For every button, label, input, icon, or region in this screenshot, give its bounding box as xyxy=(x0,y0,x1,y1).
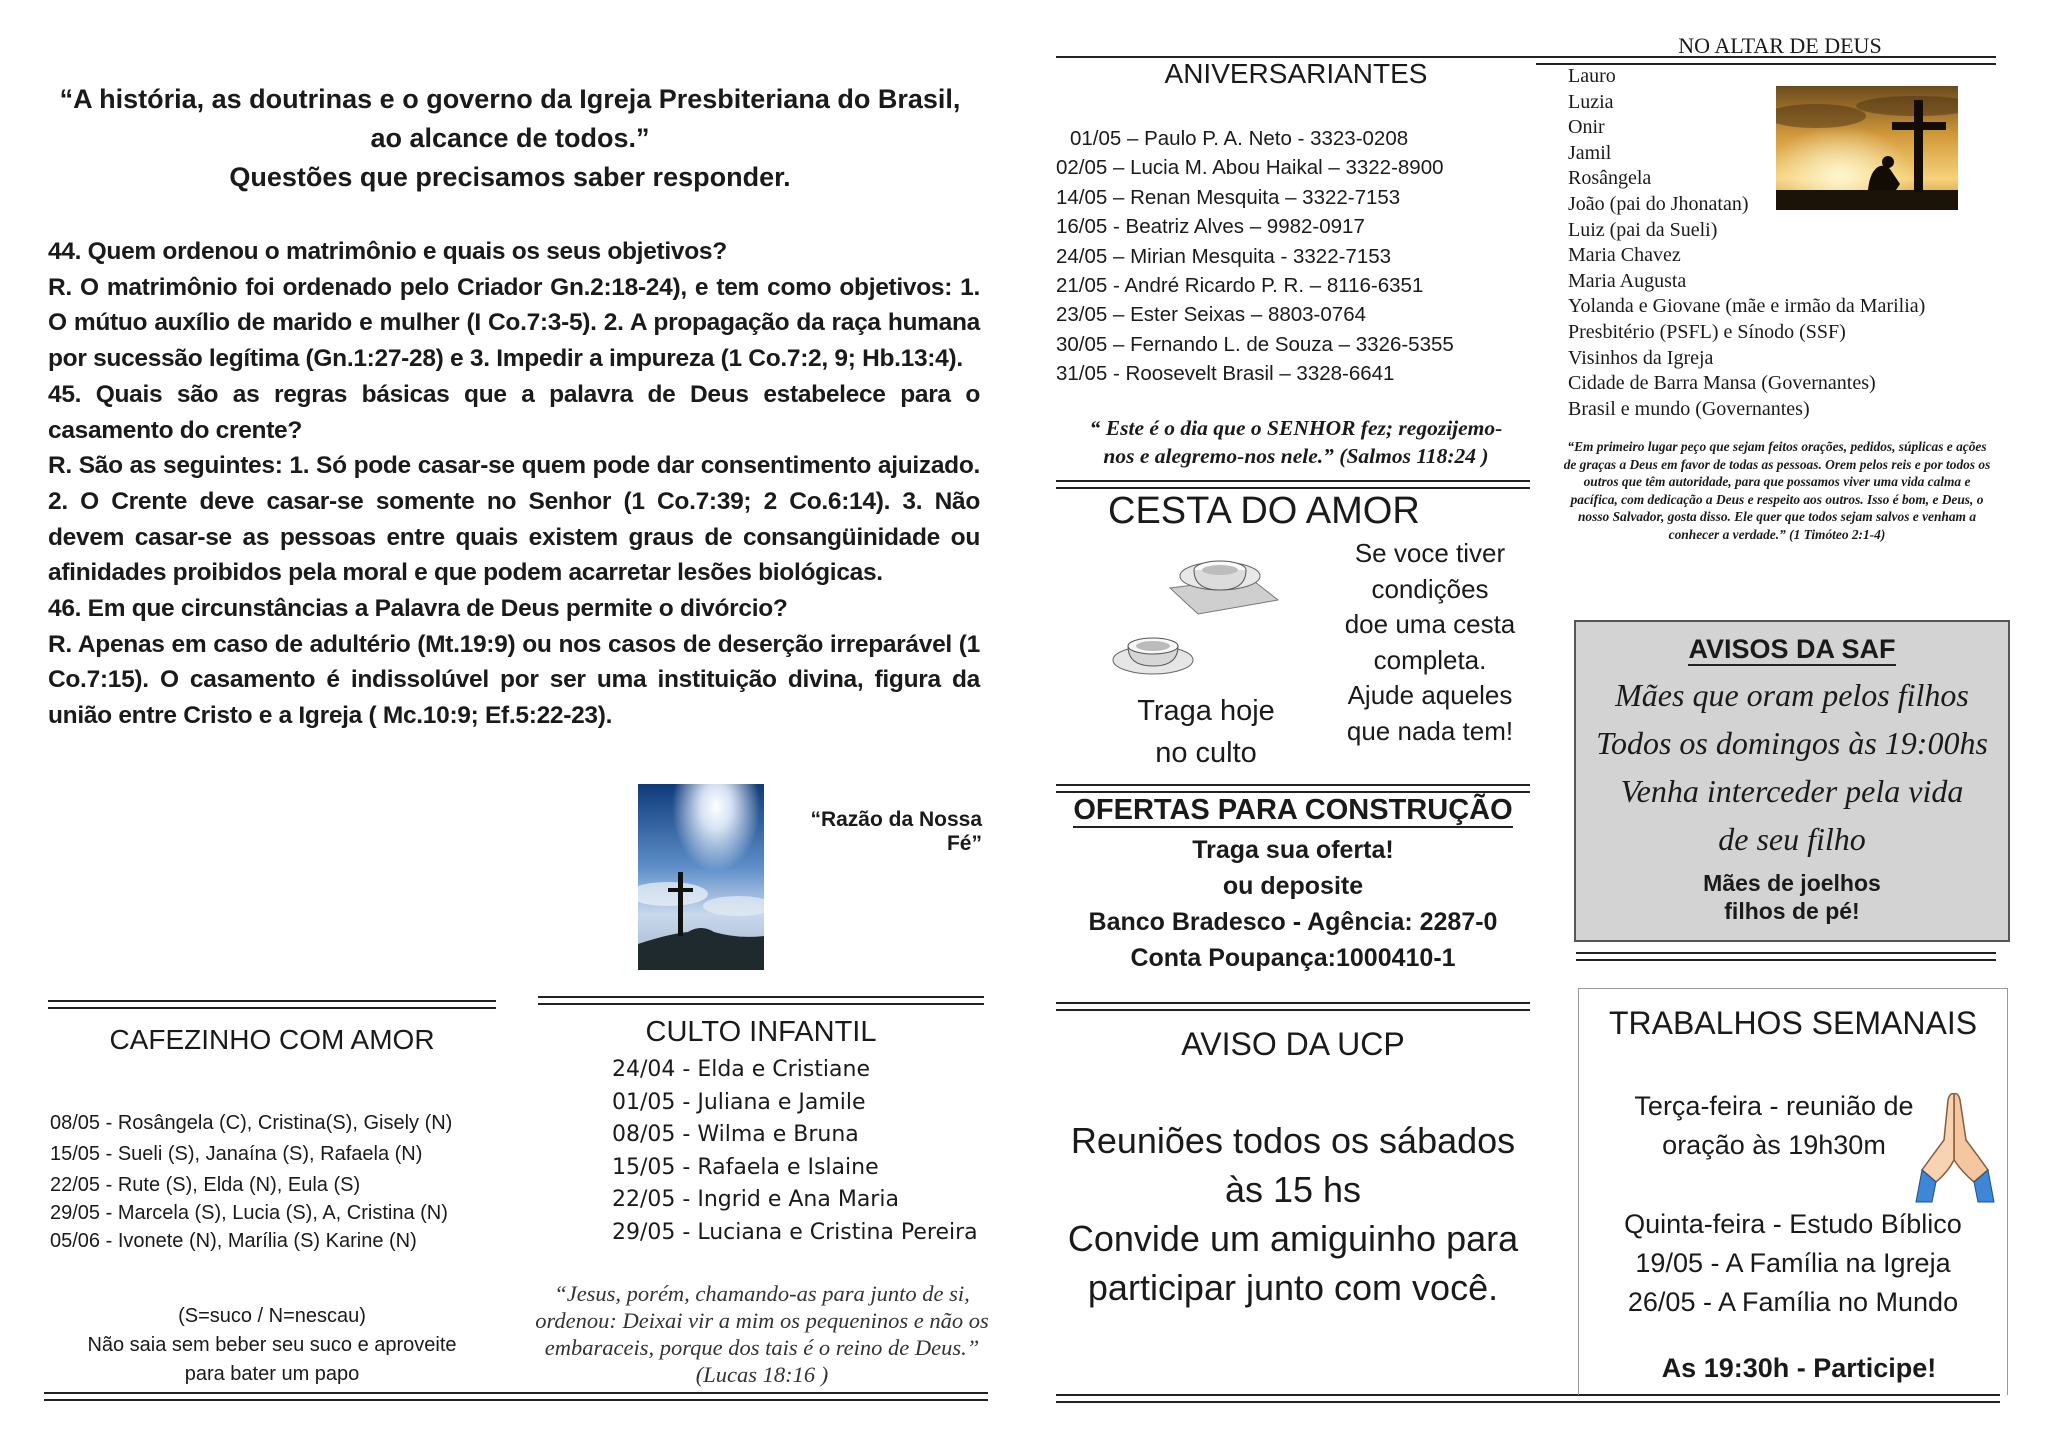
cafezinho-title: CAFEZINHO COM AMOR xyxy=(109,1024,435,1055)
list-item: Presbitério (PSFL) e Sínodo (SSF) xyxy=(1568,320,1846,343)
question-45: 45. Quais são as regras básicas que a palavra de Deus estabelece para o casamento do crente? xyxy=(48,380,980,444)
list-item: Brasil e mundo (Governantes) xyxy=(1568,397,1810,420)
culto-infantil-verse: “Jesus, porém, chamando-as para junto de si, ordenou: Deixai vir a mim os pequeninos e não os embaraceis, porque dos tais é o reino de Deus.” (Lucas 18:16 ) xyxy=(535,1281,989,1387)
ofertas-line: Banco Bradesco - Agência: 2287-0 xyxy=(1088,908,1498,936)
cesta-text-line: doe uma cesta xyxy=(1344,609,1516,639)
list-item: Yolanda e Giovane (mãe e irmão da Marilia) xyxy=(1568,295,1926,318)
list-item: 01/05 – Paulo P. A. Neto - 3323-0208 xyxy=(1070,127,1409,150)
aniversariantes-list xyxy=(1056,124,1556,389)
aniversariantes-verse xyxy=(1056,414,1536,470)
list-item: Onir xyxy=(1568,116,1605,139)
cesta-text-line: Ajude aqueles xyxy=(1347,680,1513,710)
list-item: 05/06 - Ivonete (N), Marília (S) Karine (N) xyxy=(50,1230,417,1252)
left-bottom-divider xyxy=(44,1392,988,1401)
list-item: 21/05 - André Ricardo P. R. – 8116-6351 xyxy=(1056,274,1424,298)
altar-verse: “Em primeiro lugar peço que sejam feitos orações, pedidos, súplicas e ações de graças a Deus em favor de todas as pessoas. Orem pelos reis e por todos os outros que têm autoridade, para que possamos viver uma vida calma e pacífica, com dedicação a Deus e respeito aos outros. Isso é bom, e Deus, o nosso Salvador, gosta disso. Ele quer que todos sejam salvos e venham a conhecer a verdade.” (1 Timóteo 2:1-4) xyxy=(1563,439,1991,542)
answer-46: R. Apenas em caso de adultério (Mt.19:9) ou nos casos de deserção irreparável (1 Co.7:15). O casamento é indissolúvel por ser uma instituição divina, figura da união entre Cristo e a Igreja ( Mc.10:9; Ef.5:22-23). xyxy=(48,630,980,730)
cesta-text-line: que nada tem! xyxy=(1346,715,1514,746)
list-item: 22/05 - Ingrid e Ana Maria xyxy=(612,1187,899,1213)
catechism-source: “Razão da Nossa Fé” xyxy=(810,808,982,855)
cross-sky-photo xyxy=(638,784,764,970)
list-item: 24/05 – Mirian Mesquita - 3322-7153 xyxy=(1056,244,1392,268)
saf-title xyxy=(1576,634,2008,665)
praying-hands-icon xyxy=(1914,1090,1996,1206)
saf-script-line: Mães que oram pelos filhos xyxy=(1615,677,1969,713)
catechism-title-line2: ao alcance de todos.” xyxy=(370,123,650,153)
cesta-text-line: condições xyxy=(1371,573,1489,604)
ucp-line: Reuniões todos os sábados xyxy=(1070,1120,1516,1161)
list-item: Lauro xyxy=(1568,65,1616,87)
saf-box xyxy=(1574,620,2010,942)
ofertas-divider xyxy=(1056,784,1530,793)
saf-footer-line: filhos de pé! xyxy=(1724,898,1860,924)
list-item: 29/05 - Luciana e Cristina Pereira xyxy=(612,1219,978,1245)
trabalhos-line: 19/05 - A Família na Igreja xyxy=(1635,1248,1951,1278)
cesta-text-line: completa. xyxy=(1373,644,1487,675)
ofertas-line: Conta Poupança:1000410-1 xyxy=(1130,944,1456,972)
saf-title-text: AVISOS DA SAF xyxy=(1688,634,1896,664)
saf-script xyxy=(1576,671,2008,863)
question-46: 46. Em que circunstâncias a Palavra de Deus permite o divórcio? xyxy=(48,595,788,623)
ofertas-lines xyxy=(1056,832,1530,976)
catechism-title-line1: “A história, as doutrinas e o governo da Igreja Presbiteriana do Brasil, xyxy=(59,84,961,114)
praying-cross-photo xyxy=(1776,86,1958,210)
aniversariantes-verse-line2: nos e alegremo-nos nele.” (Salmos 118:24 ) xyxy=(1103,444,1489,468)
list-item: 31/05 - Roosevelt Brasil – 3328-6641 xyxy=(1056,362,1395,386)
ucp-title: AVISO DA UCP xyxy=(1181,1026,1405,1062)
cafezinho-note xyxy=(48,1302,496,1389)
cesta-text-line: Traga hoje xyxy=(1137,695,1275,727)
ucp-line: participar junto com você. xyxy=(1087,1267,1499,1308)
cesta-divider xyxy=(1056,480,1530,489)
list-item: 14/05 – Renan Mesquita – 3322-7153 xyxy=(1056,185,1401,209)
trabalhos-line: oração às 19h30m xyxy=(1662,1130,1886,1160)
catechism-header xyxy=(40,80,980,197)
catechism-body xyxy=(48,234,980,734)
coffee-cup-icon xyxy=(1108,624,1198,680)
cafezinho-note-line2: para bater um papo xyxy=(184,1363,360,1385)
ofertas-title-text: OFERTAS PARA CONSTRUÇÃO xyxy=(1073,794,1513,826)
trabalhos-thursday xyxy=(1579,1205,2007,1322)
trabalhos-footer: As 19:30h - Participe! xyxy=(1661,1353,1937,1383)
right-bottom-divider xyxy=(1056,1394,2000,1403)
ofertas-line: ou deposite xyxy=(1222,872,1364,900)
coffee-cup-icon xyxy=(1160,548,1280,618)
list-item: 15/05 - Rafaela e Islaine xyxy=(612,1154,879,1180)
cesta-left-text xyxy=(1106,690,1306,774)
cafezinho-divider xyxy=(48,1000,496,1009)
cesta-right-text xyxy=(1320,536,1540,749)
list-item: 29/05 - Marcela (S), Lucia (S), A, Cristina (N) xyxy=(50,1202,448,1224)
ofertas-line: Traga sua oferta! xyxy=(1192,836,1394,864)
list-item: Luzia xyxy=(1568,90,1614,113)
list-item: 02/05 – Lucia M. Abou Haikal – 3322-8900 xyxy=(1056,156,1444,180)
ucp-divider xyxy=(1056,1002,1530,1011)
question-44: 44. Quem ordenou o matrimônio e quais os seus objetivos? xyxy=(48,238,727,265)
culto-infantil-list xyxy=(612,1054,992,1250)
trabalhos-line: 26/05 - A Família no Mundo xyxy=(1627,1287,1959,1317)
list-item: 22/05 - Rute (S), Elda (N), Eula (S) xyxy=(50,1174,361,1196)
cesta-text-line: Se voce tiver xyxy=(1354,538,1506,568)
list-item: Jamil xyxy=(1568,141,1612,164)
catechism-subtitle: Questões que precisamos saber responder. xyxy=(229,162,791,192)
list-item: Maria Chavez xyxy=(1568,244,1681,267)
ucp-line: Convide um amiguinho para xyxy=(1067,1218,1519,1259)
culto-infantil-title: CULTO INFANTIL xyxy=(645,1016,877,1048)
aniversariantes-verse-line1: “ Este é o dia que o SENHOR fez; regozijemo- xyxy=(1089,416,1503,440)
list-item: 30/05 – Fernando L. de Souza – 3326-5355 xyxy=(1056,332,1454,356)
saf-script-line: de seu filho xyxy=(1718,821,1866,857)
list-item: 08/05 - Wilma e Bruna xyxy=(612,1122,859,1148)
ucp-line: às 15 hs xyxy=(1224,1169,1362,1210)
saf-divider xyxy=(1576,952,1996,961)
list-item: Cidade de Barra Mansa (Governantes) xyxy=(1568,372,1876,395)
list-item: 24/04 - Elda e Cristiane xyxy=(612,1057,870,1082)
cesta-text-line: no culto xyxy=(1155,737,1257,769)
aniversariantes-title: ANIVERSARIANTES xyxy=(1056,58,1536,90)
list-item: 08/05 - Rosângela (C), Cristina(S), Gisely (N) xyxy=(50,1112,453,1134)
trabalhos-tuesday xyxy=(1579,1087,1969,1165)
ofertas-title xyxy=(1056,794,1530,827)
cafezinho-list xyxy=(50,1108,510,1257)
trabalhos-line: Quinta-feira - Estudo Bíblico xyxy=(1624,1209,1962,1239)
saf-script-line: Venha interceder pela vida xyxy=(1620,773,1964,809)
answer-45: R. São as seguintes: 1. Só pode casar-se quem pode dar consentimento ajuizado. 2. O Crente deve casar-se somente no Senhor (1 Co.7:39; 2 Co.6:14). 3. Não devem casar-se as pessoas entre quais existem graus de consangüinidade ou afinidades proibidos pela moral e que podem acarretar lesões biológicas. xyxy=(48,452,980,587)
list-item: 23/05 – Ester Seixas – 8803-0764 xyxy=(1056,303,1366,327)
list-item: Luiz (pai da Sueli) xyxy=(1568,218,1718,241)
list-item: Rosângela xyxy=(1568,167,1652,190)
cafezinho-legend: (S=suco / N=nescau) xyxy=(178,1305,366,1327)
altar-title: NO ALTAR DE DEUS xyxy=(1600,36,1960,56)
culto-infantil-divider xyxy=(538,996,984,1005)
saf-footer-line: Mães de joelhos xyxy=(1703,870,1881,896)
list-item: João (pai do Jhonatan) xyxy=(1568,192,1749,215)
list-item: 01/05 - Juliana e Jamile xyxy=(612,1089,866,1115)
list-item: Maria Augusta xyxy=(1568,269,1687,292)
list-item: 15/05 - Sueli (S), Janaína (S), Rafaela (N) xyxy=(50,1143,423,1165)
saf-footer xyxy=(1576,869,2008,925)
cesta-title: CESTA DO AMOR xyxy=(1108,490,1420,532)
trabalhos-line: Terça-feira - reunião de xyxy=(1634,1091,1914,1121)
saf-script-line: Todos os domingos às 19:00hs xyxy=(1596,725,1988,761)
list-item: Visinhos da Igreja xyxy=(1568,346,1714,369)
list-item: 16/05 - Beatriz Alves – 9982-0917 xyxy=(1056,215,1365,239)
cafezinho-note-line1: Não saia sem beber seu suco e aproveite xyxy=(87,1334,457,1356)
trabalhos-title: TRABALHOS SEMANAIS xyxy=(1608,1005,1978,1041)
ucp-lines xyxy=(1040,1116,1546,1312)
answer-44: R. O matrimônio foi ordenado pelo Criador Gn.2:18-24), e tem como objetivos: 1. O mútuo auxílio de marido e mulher (I Co.7:3-5). 2. A propagação da raça humana por sucessão legítima (Gn.1:27-28) e 3. Impedir a impureza (1 Co.7:2, 9; Hb.13:4). xyxy=(48,273,980,373)
